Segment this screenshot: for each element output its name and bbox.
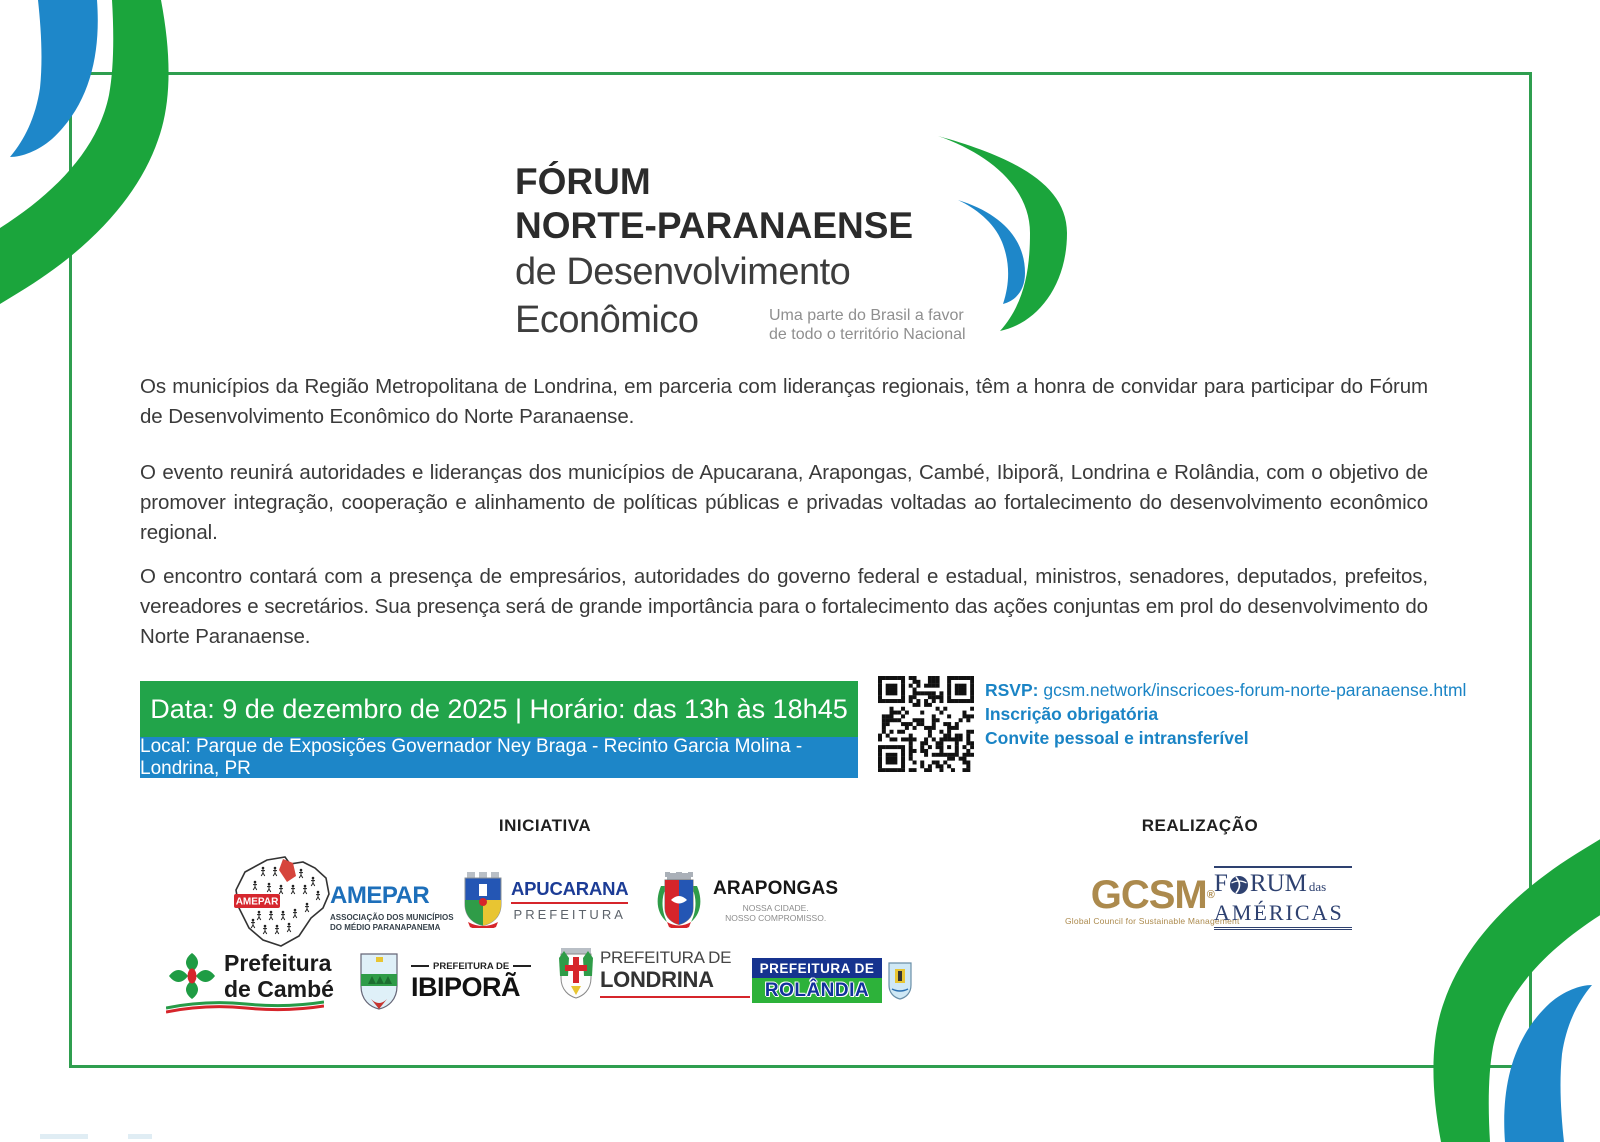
rsvp-personal-note: Convite pessoal e intransferível [985,728,1249,748]
logo-tagline-line1: Uma parte do Brasil a favor [769,307,964,324]
apucarana-subtitle: PREFEITURA [513,907,626,923]
amepar-map-icon [233,856,335,948]
logo-crescents-icon [930,128,1070,338]
forum-americas-f: F [1214,869,1228,897]
print-artifact [128,1134,152,1139]
attendees-paragraph: O encontro contará com a presença de empresários, autoridades do governo federal e estadual, ministros, senadores, deputados, prefeitos, vereadores e secretários. Sua presença será de grande importância para o fortalecimento das ações conjuntas em prol do desenvolvimento do Norte Paranaense. [140,565,1428,648]
logo-title-line4: Econômico [515,299,699,341]
qr-code [878,676,974,772]
logo-tagline-line2: de todo o território Nacional [769,326,966,343]
apucarana-name: APUCARANA [511,877,629,899]
arapongas-subtitle-line1: NOSSA CIDADE. [742,902,809,913]
cambe-name-line1: Prefeitura [224,950,332,976]
globe-icon [1229,875,1249,895]
corner-arcs-bottom-right-icon [1412,830,1600,1142]
logo-title-line1: FÓRUM [515,161,651,202]
londrina-name: LONDRINA [600,967,714,992]
amepar-subtitle-line1: ASSOCIAÇÃO DOS MUNICÍPIOS [330,913,454,922]
forum-americas-top-rule [1214,866,1352,868]
gcsm-subtitle: Global Council for Sustainable Management [1065,916,1240,926]
corner-arcs-top-left-icon [0,0,190,312]
rolandia-header: PREFEITURA DE [752,958,882,978]
location-text: Local: Parque de Exposições Governador Ney Braga - Recinto Garcia Molina - Londrina, PR [140,735,803,779]
arapongas-name: ARAPONGAS [713,877,839,899]
cambe-emblem-icon [168,952,216,1000]
arapongas-subtitle-line2: NOSSO COMPROMISSO. [725,912,827,923]
amepar-map-label: AMEPAR [235,896,279,908]
ibipora-header: PREFEITURA DE [433,960,510,972]
event-description-paragraph: O evento reunirá autoridades e lideranças dos municípios de Apucarana, Arapongas, Cambé, Ibiporã, Londrina e Rolândia, com o objetivo de promover integração, cooperação e alinhamento de políticas públicas e privadas voltadas ao fortalecimento do desenvolvimento econômico regional. [140,461,1428,544]
londrina-red-rule [600,996,750,998]
date-time-text: Data: 9 de dezembro de 2025 | Horário: das 13h às 18h45 [150,693,848,724]
apucarana-red-rule [511,902,628,905]
rolandia-logo [752,958,913,1003]
logo-title-line2: NORTE-PARANAENSE [515,205,914,246]
forum-americas-logo [1214,866,1352,930]
realizacao-heading: REALIZAÇÃO [1141,816,1259,835]
londrina-logo [558,948,750,1002]
ibipora-dash-left [411,965,429,967]
print-artifact [40,1134,88,1139]
londrina-header: PREFEITURA DE [600,948,732,967]
rsvp-line [985,678,1466,702]
ibipora-name: IBIPORÃ [411,971,521,1002]
gcsm-name: GCSM [1090,873,1207,917]
forum-americas-bottom-rule [1214,927,1352,928]
rsvp-url-link[interactable]: gcsm.network/inscricoes-forum-norte-paranaense.html [1043,680,1467,700]
apucarana-logo [463,872,628,928]
logo-title-line3: de Desenvolvimento [515,251,851,293]
rolandia-name: ROLÂNDIA [764,979,870,1001]
amepar-subtitle-line2: DO MÉDIO PARANAPANEMA [330,923,441,932]
apucarana-crest-icon [463,872,503,928]
ibipora-logo [358,952,531,1010]
cambe-name-line2: de Cambé [224,976,334,1002]
londrina-crest-icon [558,948,594,1002]
rsvp-required-note: Inscrição obrigatória [985,704,1159,724]
rolandia-crest-icon [887,961,913,1001]
iniciativa-heading: INICIATIVA [498,816,592,835]
arapongas-logo [655,872,838,928]
cambe-stripes-icon [166,1000,324,1014]
intro-paragraph: Os municípios da Região Metropolitana de Londrina, em parceria com lideranças regionais, têm a honra de convidar para participar do Fórum de Desenvolvimento Econômico do Norte Paranaense. [140,375,1428,428]
forum-americas-line2: AMÉRICAS [1214,899,1344,925]
rsvp-block [985,678,1466,750]
cambe-logo [168,950,334,1002]
forum-americas-das: das [1308,878,1327,894]
ibipora-crest-icon [358,952,400,1010]
arapongas-crest-icon [655,872,703,928]
location-banner [140,737,858,778]
forum-americas-rum: RUM [1249,869,1307,897]
rsvp-label: RSVP: [985,680,1039,700]
gcsm-registered-mark: ® [1206,889,1214,901]
ibipora-dash-right [513,965,531,967]
forum-americas-bottom-rule2 [1214,929,1352,930]
date-time-banner [140,681,858,737]
amepar-logo [330,882,454,933]
amepar-name: AMEPAR [330,882,430,909]
